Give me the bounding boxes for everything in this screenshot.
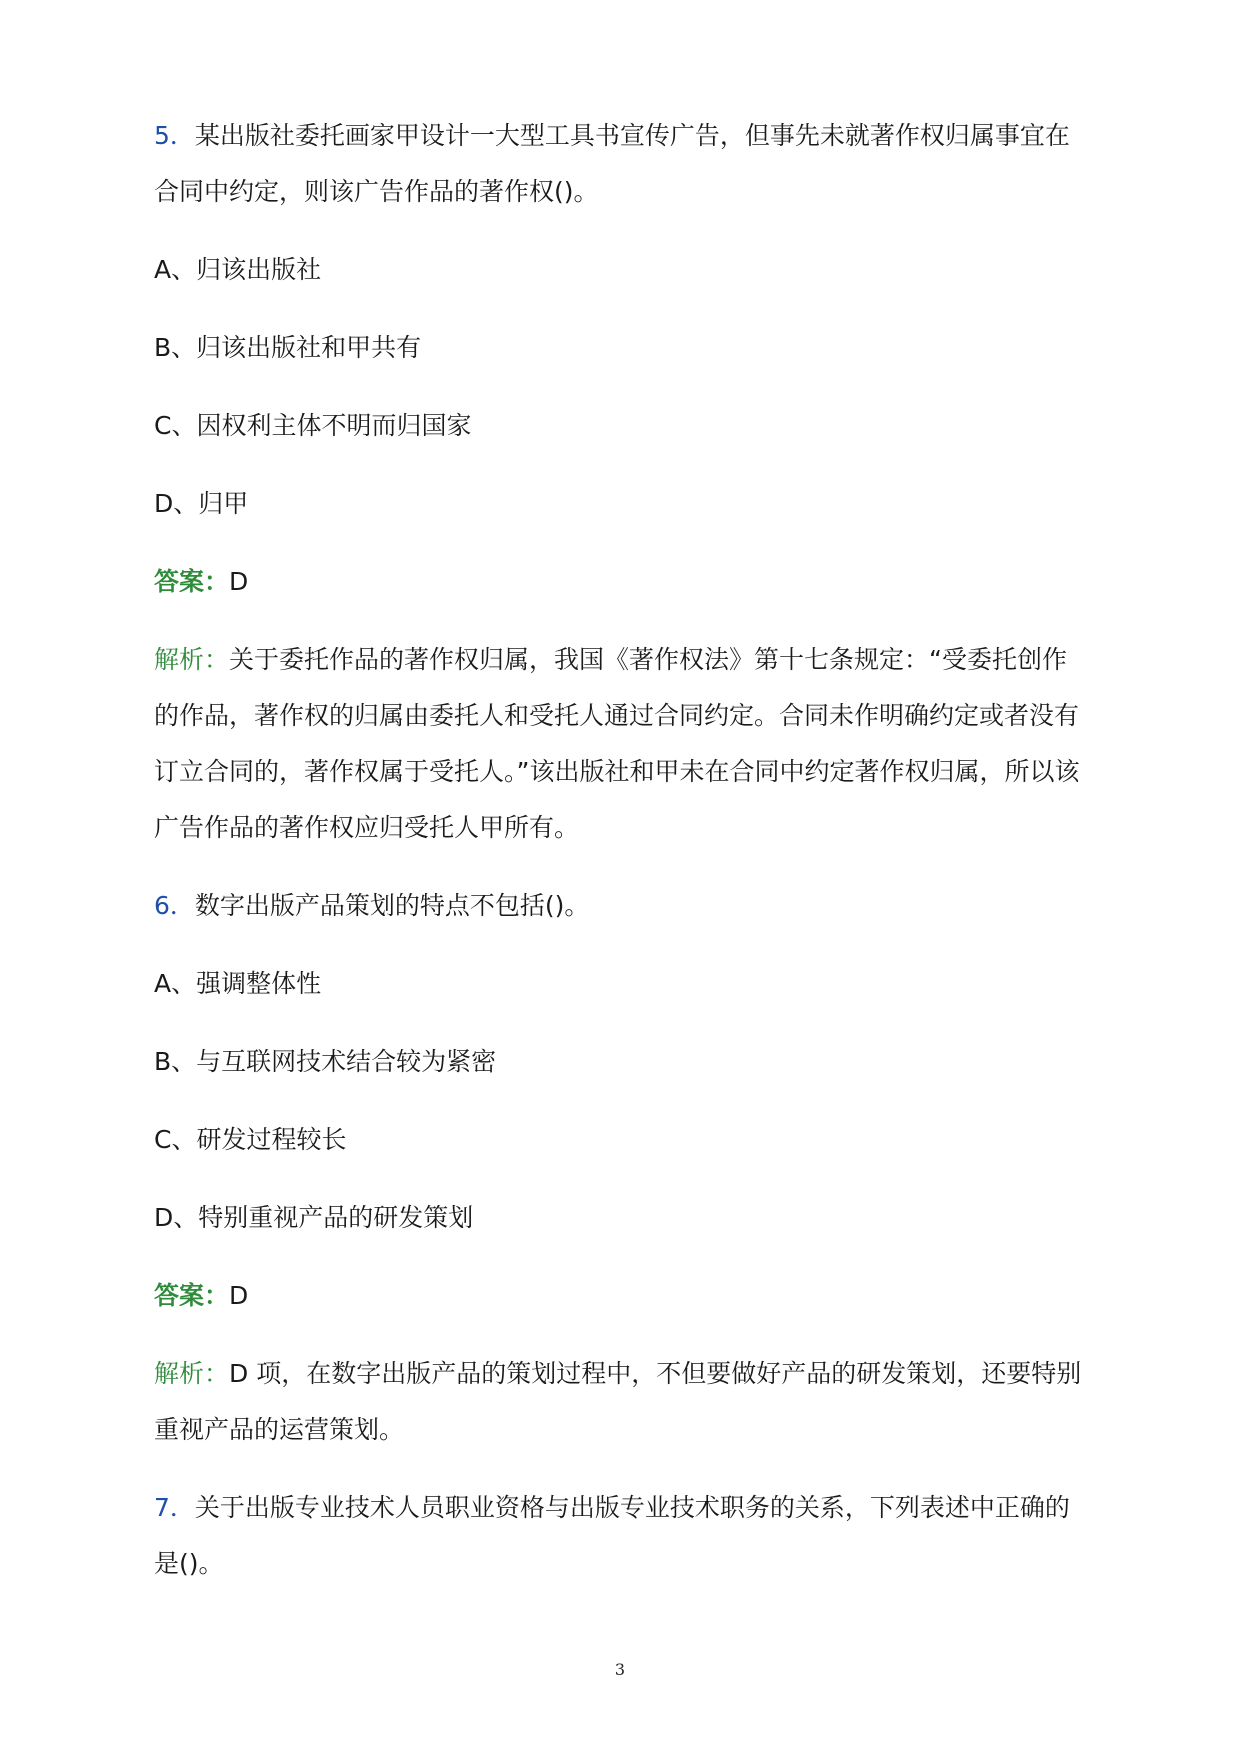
question-5-stem: [154, 108, 1090, 220]
question-6-option-d: D、特别重视产品的研发策划: [154, 1203, 474, 1232]
analysis-text: D 项，在数字出版产品的策划过程中，不但要做好产品的研发策划，还要特别重视产品的运营策划。: [154, 1359, 1082, 1444]
question-text: 数字出版产品策划的特点不包括()。: [194, 891, 590, 920]
question-6-analysis: [154, 1346, 1090, 1458]
answer-label: 答案：: [154, 1281, 230, 1310]
analysis-label: 解析：: [154, 1359, 230, 1388]
question-text: 某出版社委托画家甲设计一大型工具书宣传广告，但事先未就著作权归属事宜在合同中约定，则该广告作品的著作权()。: [154, 121, 1070, 206]
question-5-option-d: D、归甲: [154, 489, 249, 518]
answer-label: 答案：: [154, 567, 230, 596]
question-5-answer: [154, 554, 1090, 610]
question-text: 关于出版专业技术人员职业资格与出版专业技术职务的关系，下列表述中正确的是()。: [154, 1493, 1070, 1578]
question-5-option-a: A、归该出版社: [154, 255, 322, 284]
question-6-answer: [154, 1268, 1090, 1324]
question-6-option-b: B、与互联网技术结合较为紧密: [154, 1047, 497, 1076]
analysis-label: 解析：: [154, 645, 230, 674]
question-5-option-b: B、归该出版社和甲共有: [154, 333, 422, 362]
question-6-stem: [154, 878, 1090, 934]
question-number: 6: [154, 891, 170, 920]
answer-value: D: [229, 567, 249, 596]
analysis-text: 关于委托作品的著作权归属，我国《著作权法》第十七条规定：“受委托创作的作品，著作权的归属由委托人和受托人通过合同约定。合同未作明确约定或者没有订立合同的，著作权属于受托人。”该出版社和甲未在合同中约定著作权归属，所以该广告作品的著作权应归受托人甲所有。: [154, 645, 1080, 842]
answer-value: D: [229, 1281, 249, 1310]
question-separator: ．: [169, 891, 195, 920]
question-separator: ．: [169, 1493, 195, 1522]
question-7-stem: [154, 1480, 1090, 1592]
question-5-analysis: [154, 632, 1090, 856]
question-5-option-c: C、因权利主体不明而归国家: [154, 411, 472, 440]
page-number: 3: [614, 1660, 626, 1679]
question-number: 7: [154, 1493, 170, 1522]
page-content: [154, 108, 1090, 1614]
question-number: 5: [154, 121, 170, 150]
question-separator: ．: [169, 121, 195, 150]
question-6-option-c: C、研发过程较长: [154, 1125, 347, 1154]
question-6-option-a: A、强调整体性: [154, 969, 322, 998]
